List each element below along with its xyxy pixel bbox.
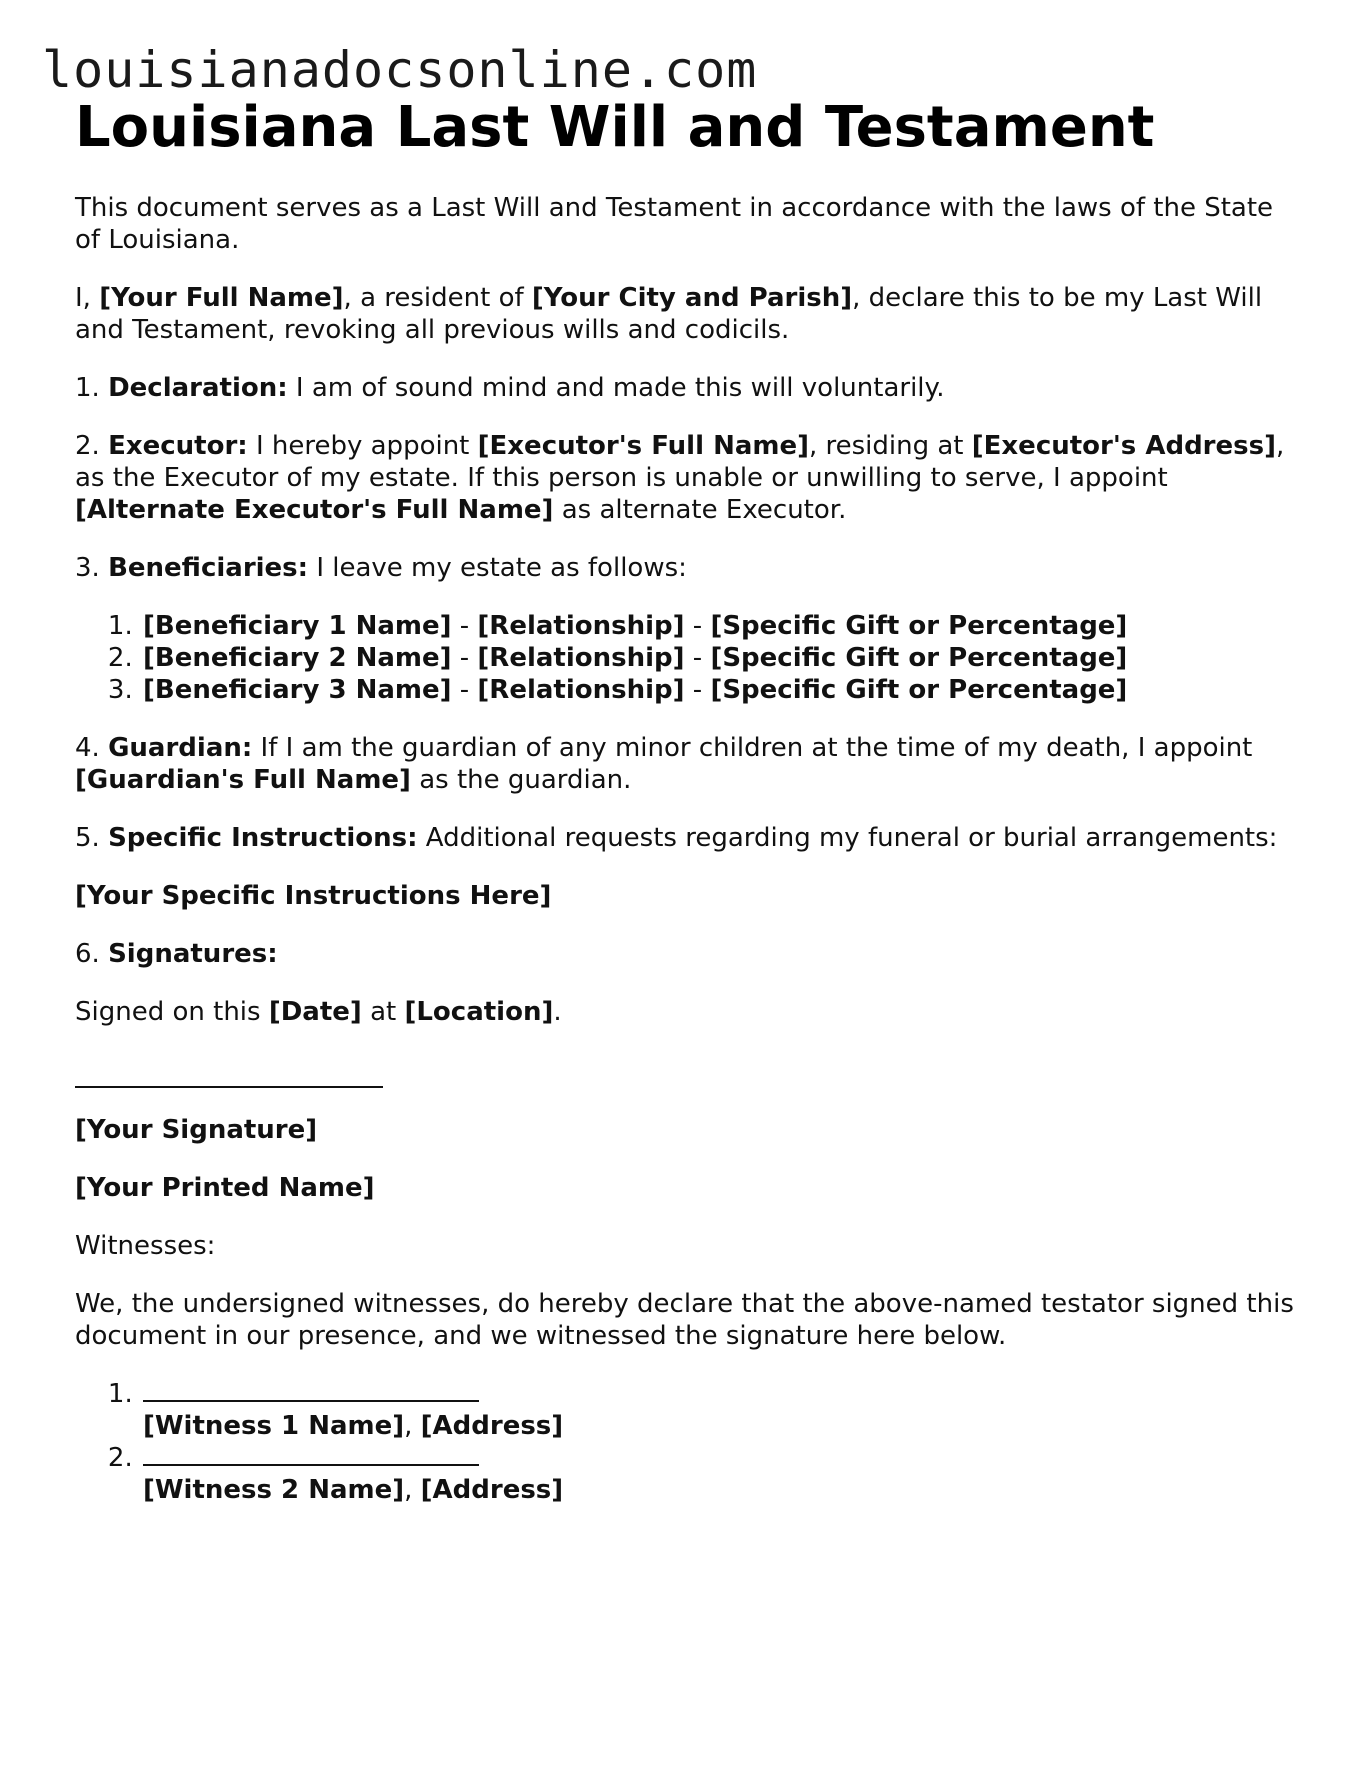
beneficiary-list xyxy=(75,610,1305,706)
section-label: Executor: xyxy=(108,431,248,461)
separator: - xyxy=(684,675,711,705)
section-number: 6. xyxy=(75,939,109,969)
date-placeholder: [Date] xyxy=(268,997,362,1027)
section-specific-instructions xyxy=(75,822,1305,854)
guardian-name-placeholder: [Guardian's Full Name] xyxy=(75,765,411,795)
section-number: 4. xyxy=(75,733,109,763)
printed-name-placeholder: [Your Printed Name] xyxy=(75,1173,375,1203)
witness-signature-line xyxy=(143,1400,479,1402)
declaration-text: I, xyxy=(75,283,100,313)
witness-list xyxy=(75,1378,1305,1506)
document-title: Louisiana Last Will and Testament xyxy=(75,95,1155,160)
intro-paragraph: This document serves as a Last Will and Testament in accordance with the laws of the State of Louisiana. xyxy=(75,193,1274,255)
section-number: 1. xyxy=(75,373,109,403)
full-name-placeholder: [Your Full Name] xyxy=(99,283,344,313)
executor-name-placeholder: [Executor's Full Name] xyxy=(477,431,809,461)
separator: , xyxy=(404,1475,421,1505)
section-text: , as the Executor of my estate. If this person is unable or unwilling to serve, I appoint xyxy=(75,431,1285,493)
witness-signature-line xyxy=(143,1464,479,1466)
section-text: as alternate Executor. xyxy=(553,495,847,525)
relationship-placeholder: [Relationship] xyxy=(477,675,685,705)
alternate-executor-placeholder: [Alternate Executor's Full Name] xyxy=(75,495,554,525)
section-label: Guardian: xyxy=(108,733,253,763)
printed-name-paragraph xyxy=(75,1172,1305,1204)
signed-text: at xyxy=(361,997,405,1027)
signed-text: Signed on this xyxy=(75,997,269,1027)
list-item xyxy=(141,1378,1305,1442)
section-label: Signatures: xyxy=(108,939,278,969)
gift-placeholder: [Specific Gift or Percentage] xyxy=(710,675,1128,705)
section-label: Declaration: xyxy=(108,373,288,403)
document-body xyxy=(75,96,1305,1506)
section-executor xyxy=(75,430,1305,526)
instructions-placeholder-paragraph xyxy=(75,880,1305,912)
separator: - xyxy=(451,675,478,705)
relationship-placeholder: [Relationship] xyxy=(477,611,685,641)
section-label: Specific Instructions: xyxy=(108,823,418,853)
witness-name-placeholder: [Witness 1 Name] xyxy=(143,1411,405,1441)
section-declaration xyxy=(75,372,1305,404)
relationship-placeholder: [Relationship] xyxy=(477,643,685,673)
section-beneficiaries xyxy=(75,552,1305,584)
your-signature-paragraph xyxy=(75,1114,1305,1146)
section-text: Additional requests regarding my funeral or burial arrangements: xyxy=(417,823,1278,853)
section-number: 3. xyxy=(75,553,109,583)
signed-on-line xyxy=(75,996,1305,1028)
list-item xyxy=(141,1442,1305,1506)
location-placeholder: [Location] xyxy=(404,997,554,1027)
section-text: I am of sound mind and made this will voluntarily. xyxy=(287,373,945,403)
declaration-text: , a resident of xyxy=(343,283,532,313)
section-guardian xyxy=(75,732,1305,796)
gift-placeholder: [Specific Gift or Percentage] xyxy=(710,643,1128,673)
list-item xyxy=(141,674,1305,706)
beneficiary-name-placeholder: [Beneficiary 3 Name] xyxy=(143,675,452,705)
witness-name-placeholder: [Witness 2 Name] xyxy=(143,1475,405,1505)
signature-line xyxy=(75,1086,383,1088)
section-label: Beneficiaries: xyxy=(108,553,309,583)
executor-address-placeholder: [Executor's Address] xyxy=(971,431,1276,461)
site-name: louisianadocsonline.com xyxy=(42,41,758,99)
witnesses-heading: Witnesses: xyxy=(75,1231,216,1261)
signed-text: . xyxy=(553,997,562,1027)
section-text: I leave my estate as follows: xyxy=(308,553,687,583)
declaration-text: , declare this to be my Last Will and Testament, revoking all previous wills and codicils. xyxy=(75,283,1263,345)
witness-statement: We, the undersigned witnesses, do hereby declare that the above-named testator signed this document in our presence, and we witnessed the signature here below. xyxy=(75,1289,1294,1351)
separator: - xyxy=(684,643,711,673)
section-text: , residing at xyxy=(808,431,972,461)
declaration-paragraph xyxy=(75,282,1305,346)
section-text: I hereby appoint xyxy=(247,431,478,461)
section-number: 2. xyxy=(75,431,109,461)
witness-address-placeholder: [Address] xyxy=(420,1411,564,1441)
witness-address-placeholder: [Address] xyxy=(420,1475,564,1505)
beneficiary-name-placeholder: [Beneficiary 2 Name] xyxy=(143,643,452,673)
separator: - xyxy=(451,611,478,641)
instructions-placeholder: [Your Specific Instructions Here] xyxy=(75,881,552,911)
separator: - xyxy=(684,611,711,641)
gift-placeholder: [Specific Gift or Percentage] xyxy=(710,611,1128,641)
section-text: If I am the guardian of any minor children at the time of my death, I appoint xyxy=(252,733,1253,763)
separator: - xyxy=(451,643,478,673)
beneficiary-name-placeholder: [Beneficiary 1 Name] xyxy=(143,611,452,641)
list-item xyxy=(141,642,1305,674)
section-number: 5. xyxy=(75,823,109,853)
section-text: as the guardian. xyxy=(410,765,632,795)
separator: , xyxy=(404,1411,421,1441)
list-item xyxy=(141,610,1305,642)
section-signatures xyxy=(75,938,1305,970)
city-parish-placeholder: [Your City and Parish] xyxy=(531,283,853,313)
your-signature-placeholder: [Your Signature] xyxy=(75,1115,318,1145)
